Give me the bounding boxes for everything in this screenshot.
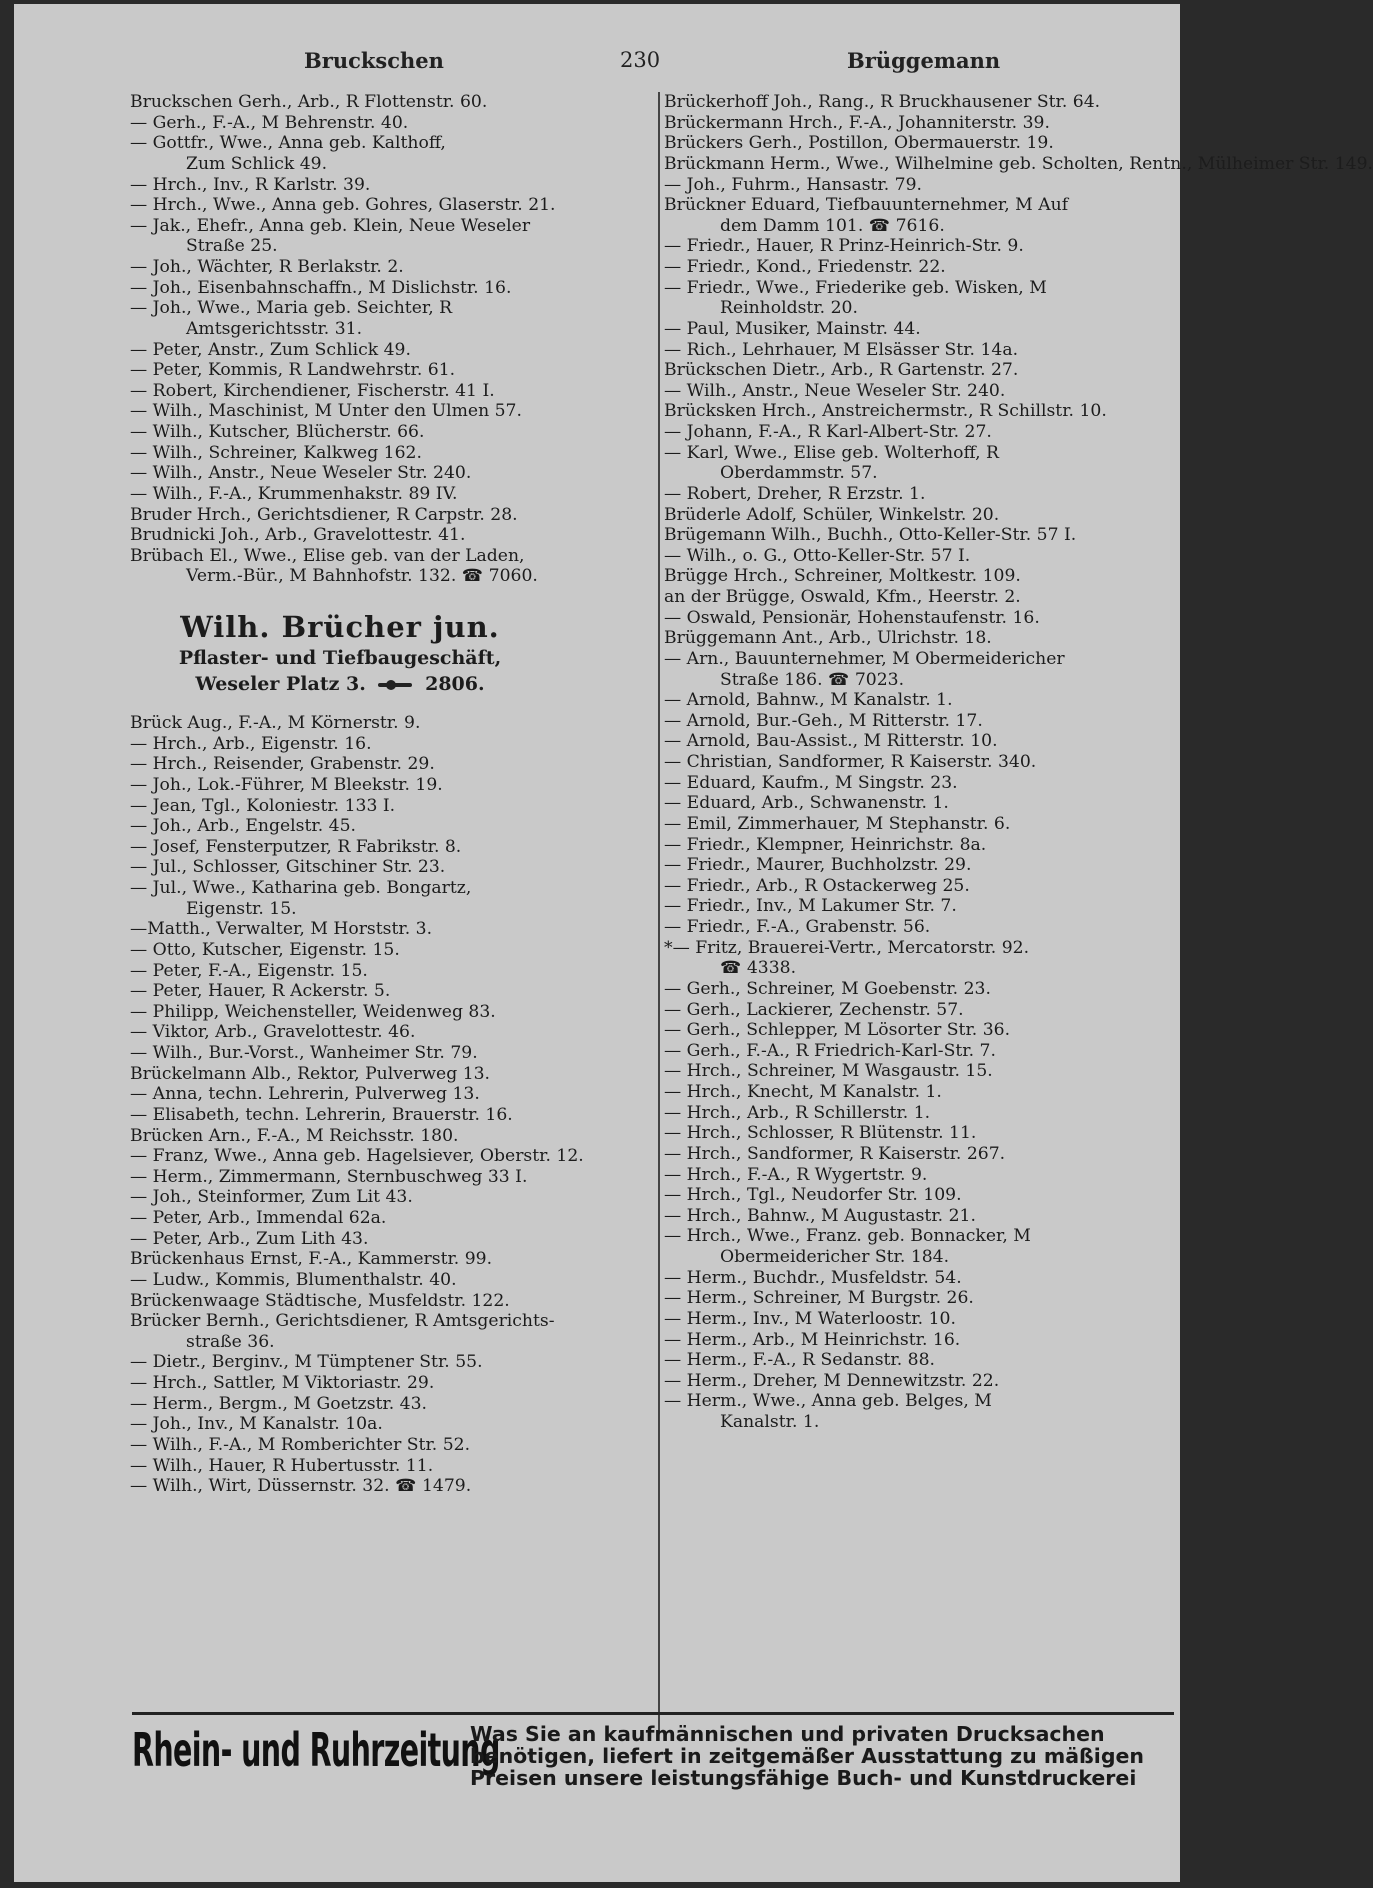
directory-entry	[664, 876, 1174, 897]
entry-line: Brücksken Hrch., Anstreichermstr., R Schillstr. 10.	[664, 401, 1107, 422]
entry-line: — Jul., Wwe., Katharina geb. Bongartz,	[130, 878, 472, 898]
entry-line: — Wilh., o. G., Otto-Keller-Str. 57 I.	[664, 545, 971, 566]
entry-line: — Hrch., Wwe., Anna geb. Gohres, Glaserstr. 21.	[130, 195, 556, 216]
directory-page	[14, 4, 1373, 1882]
directory-entry	[130, 195, 648, 216]
entry-line: — Friedr., Inv., M Lakumer Str. 7.	[664, 896, 957, 917]
directory-entry	[664, 731, 1174, 752]
directory-entry	[664, 938, 1174, 979]
left-column	[130, 92, 648, 1497]
directory-entry	[664, 401, 1174, 422]
entry-continuation: Zum Schlick 49.	[186, 153, 328, 174]
entry-line: — Wilh., Anstr., Neue Weseler Str. 240.	[130, 463, 472, 484]
entry-line: — Joh., Inv., M Kanalstr. 10a.	[130, 1414, 383, 1435]
entry-line: Brücken Arn., F.-A., M Reichsstr. 180.	[130, 1125, 459, 1146]
entry-line: — Johann, F.-A., R Karl-Albert-Str. 27.	[664, 422, 992, 442]
entry-line: — Josef, Fensterputzer, R Fabrikstr. 8.	[130, 836, 462, 857]
entry-continuation: Kanalstr. 1.	[720, 1412, 820, 1432]
directory-entry	[664, 1330, 1174, 1351]
page-header	[14, 48, 1180, 76]
directory-entry	[130, 113, 648, 134]
entry-line: — Jean, Tgl., Koloniestr. 133 I.	[130, 795, 396, 816]
ad-address-line	[90, 671, 590, 697]
entry-continuation: Eigenstr. 15.	[186, 898, 297, 919]
directory-entry	[664, 690, 1174, 711]
left-entries-a	[130, 92, 648, 587]
entry-line: — Rich., Lehrhauer, M Elsässer Str. 14a.	[664, 339, 1019, 360]
entry-line: — Friedr., F.-A., Grabenstr. 56.	[664, 917, 931, 937]
entry-line: — Hrch., Schreiner, M Wasgaustr. 15.	[664, 1061, 993, 1082]
directory-entry	[130, 1476, 648, 1497]
directory-entry	[664, 1391, 1174, 1432]
entry-line: — Gerh., Schreiner, M Goebenstr. 23.	[664, 978, 991, 999]
business-advertisement	[90, 609, 590, 697]
directory-entry	[664, 195, 1174, 236]
entry-line: — Joh., Lok.-Führer, M Bleekstr. 19.	[130, 774, 443, 795]
entry-line: — Hrch., Knecht, M Kanalstr. 1.	[664, 1082, 942, 1102]
entry-line: Brückmann Herm., Wwe., Wilhelmine geb. Scholten, Rentn., Mülheimer Str. 149.	[664, 153, 1373, 174]
entry-line: — Christian, Sandformer, R Kaiserstr. 340.	[664, 752, 1037, 772]
directory-entry	[664, 814, 1174, 835]
directory-entry	[664, 711, 1174, 732]
entry-line: — Dietr., Berginv., M Tümptener Str. 55.	[130, 1352, 483, 1373]
directory-entry	[130, 837, 648, 858]
directory-entry	[130, 734, 648, 755]
entry-line: — Eduard, Arb., Schwanenstr. 1.	[664, 793, 949, 814]
directory-entry	[664, 92, 1174, 113]
entry-line: — Herm., Wwe., Anna geb. Belges, M	[664, 1391, 992, 1412]
entry-line: — Anna, techn. Lehrerin, Pulverweg 13.	[130, 1084, 480, 1105]
directory-entry	[130, 278, 648, 299]
directory-entry	[664, 649, 1174, 690]
entry-line: — Gerh., F.-A., R Friedrich-Karl-Str. 7.	[664, 1040, 996, 1061]
ad-address: Weseler Platz 3.	[195, 673, 366, 695]
directory-entry	[130, 1105, 648, 1126]
directory-entry	[130, 713, 648, 734]
entry-continuation: straße 36.	[186, 1331, 275, 1352]
directory-entry	[664, 1350, 1174, 1371]
entry-line: — Arnold, Bahnw., M Kanalstr. 1.	[664, 690, 953, 711]
entry-line: Brückermann Hrch., F.-A., Johanniterstr. 39.	[664, 112, 1050, 133]
directory-entry	[664, 855, 1174, 876]
entry-line: — Peter, Hauer, R Ackerstr. 5.	[130, 981, 391, 1002]
entry-line: — Joh., Fuhrm., Hansastr. 79.	[664, 174, 923, 195]
entry-line: — Wilh., Maschinist, M Unter den Ulmen 57.	[130, 401, 522, 422]
entry-line: — Wilh., Anstr., Neue Weseler Str. 240.	[664, 380, 1006, 401]
entry-line: an der Brügge, Oswald, Kfm., Heerstr. 2.	[664, 587, 1021, 607]
entry-line: — Herm., F.-A., R Sedanstr. 88.	[664, 1350, 936, 1371]
directory-entry	[130, 546, 648, 587]
entry-line: — Joh., Arb., Engelstr. 45.	[130, 816, 356, 837]
directory-entry	[130, 381, 648, 402]
directory-entry	[130, 1456, 648, 1477]
entry-line: — Ludw., Kommis, Blumenthalstr. 40.	[130, 1269, 457, 1290]
directory-entry	[664, 1061, 1174, 1082]
directory-entry	[664, 566, 1174, 587]
directory-entry	[130, 1022, 648, 1043]
entry-continuation: Straße 25.	[186, 236, 278, 257]
directory-entry	[130, 401, 648, 422]
ad-subtitle: Pflaster- und Tiefbaugeschäft,	[178, 647, 502, 669]
directory-entry	[130, 940, 648, 961]
entry-line: Brückschen Dietr., Arb., R Gartenstr. 27.	[664, 360, 1019, 381]
header-right-keyword: Brüggemann	[847, 48, 1001, 73]
banner-title: Rhein- und Ruhrzeitung	[132, 1723, 500, 1777]
entry-line: — Friedr., Klempner, Heinrichstr. 8a.	[664, 834, 987, 855]
directory-entry	[664, 1082, 1174, 1103]
directory-entry	[130, 1208, 648, 1229]
directory-entry	[664, 236, 1174, 257]
directory-entry	[130, 1394, 648, 1415]
directory-entry	[664, 443, 1174, 484]
directory-entry	[664, 133, 1174, 154]
entry-line: — Gerh., Schlepper, M Lösorter Str. 36.	[664, 1020, 1011, 1041]
entry-line: — Robert, Dreher, R Erzstr. 1.	[664, 483, 926, 504]
directory-entry	[664, 484, 1174, 505]
entry-line: — Wilh., F.-A., Krummenhakstr. 89 IV.	[130, 483, 458, 504]
entry-line: — Joh., Wwe., Maria geb. Seichter, R	[130, 298, 453, 319]
directory-entry	[130, 133, 648, 174]
entry-line: —Matth., Verwalter, M Horststr. 3.	[130, 919, 433, 940]
banner-line-1: Was Sie an kaufmännischen und privaten Drucksachen	[470, 1722, 1105, 1746]
ad-phone: 2806.	[425, 673, 485, 695]
newspaper-advertisement-banner	[132, 1712, 1174, 1811]
directory-entry	[130, 1043, 648, 1064]
entry-line: — Karl, Wwe., Elise geb. Wolterhoff, R	[664, 442, 999, 463]
directory-entry	[664, 257, 1174, 278]
directory-entry	[664, 752, 1174, 773]
entry-line: — Friedr., Arb., R Ostackerweg 25.	[664, 875, 970, 896]
entry-line: — Herm., Inv., M Waterloostr. 10.	[664, 1308, 956, 1329]
directory-entry	[130, 505, 648, 526]
entry-line: — Jul., Schlosser, Gitschiner Str. 23.	[130, 857, 446, 878]
directory-entry	[130, 1126, 648, 1147]
entry-line: — Robert, Kirchendiener, Fischerstr. 41 I.	[130, 380, 495, 401]
entry-line: Brückers Gerh., Postillon, Obermauerstr. 19.	[664, 133, 1054, 154]
entry-line: — Philipp, Weichensteller, Weidenweg 83.	[130, 1001, 496, 1022]
directory-entry	[664, 1000, 1174, 1021]
entry-continuation: Reinholdstr. 20.	[720, 298, 858, 319]
directory-entry	[130, 1064, 648, 1085]
directory-entry	[664, 1226, 1174, 1267]
entry-line: — Hrch., Wwe., Franz. geb. Bonnacker, M	[664, 1226, 1031, 1247]
directory-entry	[130, 92, 648, 113]
directory-entry	[664, 1020, 1174, 1041]
entry-continuation: Oberdammstr. 57.	[720, 463, 878, 484]
header-left-keyword: Bruckschen	[304, 48, 444, 73]
directory-entry	[130, 981, 648, 1002]
directory-entry	[130, 1249, 648, 1270]
entry-line: — Hrch., Arb., Eigenstr. 16.	[130, 733, 372, 754]
entry-line: — Wilh., Kutscher, Blücherstr. 66.	[130, 422, 425, 442]
entry-line: — Hrch., Sattler, M Viktoriastr. 29.	[130, 1373, 435, 1393]
directory-entry	[130, 1352, 648, 1373]
directory-entry	[130, 775, 648, 796]
directory-entry	[664, 422, 1174, 443]
directory-entry	[664, 1165, 1174, 1186]
directory-entry	[664, 917, 1174, 938]
entry-line: — Franz, Wwe., Anna geb. Hagelsiever, Oberstr. 12.	[130, 1146, 584, 1167]
directory-entry	[664, 505, 1174, 526]
entry-line: — Peter, Arb., Immendal 62a.	[130, 1208, 387, 1228]
entry-continuation: Obermeidericher Str. 184.	[720, 1247, 950, 1267]
entry-continuation: ☎ 4338.	[720, 958, 797, 979]
directory-entry	[664, 360, 1174, 381]
entry-line: Brückenhaus Ernst, F.-A., Kammerstr. 99.	[130, 1249, 493, 1270]
entry-line: — Wilh., Wirt, Düssernstr. 32. ☎ 1479.	[130, 1476, 472, 1497]
entry-line: — Joh., Eisenbahnschaffn., M Dislichstr. 16.	[130, 277, 512, 298]
entry-line: — Hrch., Sandformer, R Kaiserstr. 267.	[664, 1143, 1006, 1164]
entry-line: Brudnicki Joh., Arb., Gravelottestr. 41.	[130, 525, 466, 546]
entry-line: — Oswald, Pensionär, Hohenstaufenstr. 16.	[664, 607, 1040, 628]
directory-entry	[130, 340, 648, 361]
entry-line: Brügemann Wilh., Buchh., Otto-Keller-Str. 57 I.	[664, 525, 1077, 546]
directory-entry	[130, 919, 648, 940]
entry-line: Brücker Bernh., Gerichtsdiener, R Amtsgerichts-	[130, 1311, 555, 1332]
directory-entry	[130, 1270, 648, 1291]
entry-line: — Herm., Zimmermann, Sternbuschweg 33 I.	[130, 1166, 528, 1187]
directory-entry	[664, 1371, 1174, 1392]
directory-entry	[664, 835, 1174, 856]
entry-line: — Herm., Dreher, M Dennewitzstr. 22.	[664, 1370, 1000, 1391]
directory-entry	[664, 340, 1174, 361]
directory-entry	[664, 381, 1174, 402]
entry-line: Brückerhoff Joh., Rang., R Bruckhausener Str. 64.	[664, 92, 1101, 112]
entry-line: — Wilh., Schreiner, Kalkweg 162.	[130, 442, 422, 463]
entry-line: Bruder Hrch., Gerichtsdiener, R Carpstr. 28.	[130, 504, 518, 525]
entry-continuation: dem Damm 101. ☎ 7616.	[720, 215, 945, 236]
entry-line: — Hrch., Arb., R Schillerstr. 1.	[664, 1102, 931, 1123]
directory-entry	[664, 546, 1174, 567]
directory-entry	[130, 1146, 648, 1167]
directory-entry	[664, 1103, 1174, 1124]
directory-entry	[130, 257, 648, 278]
directory-entry	[130, 1435, 648, 1456]
directory-entry	[130, 1229, 648, 1250]
entry-line: — Wilh., Hauer, R Hubertusstr. 11.	[130, 1455, 434, 1476]
entry-line: — Hrch., Inv., R Karlstr. 39.	[130, 174, 371, 195]
directory-entry	[130, 1167, 648, 1188]
directory-entry	[130, 796, 648, 817]
directory-entry	[130, 1373, 648, 1394]
directory-entry	[664, 278, 1174, 319]
entry-continuation: Amtsgerichtsstr. 31.	[186, 318, 363, 339]
directory-entry	[130, 857, 648, 878]
entry-continuation: Verm.-Bür., M Bahnhofstr. 132. ☎ 7060.	[186, 566, 538, 587]
entry-line: — Peter, Anstr., Zum Schlick 49.	[130, 339, 411, 360]
directory-entry	[664, 1288, 1174, 1309]
entry-line: Brügge Hrch., Schreiner, Moltkestr. 109.	[664, 566, 1021, 587]
directory-entry	[664, 1309, 1174, 1330]
entry-line: — Emil, Zimmerhauer, M Stephanstr. 6.	[664, 813, 1011, 834]
entry-line: Brüderle Adolf, Schüler, Winkelstr. 20.	[664, 504, 1000, 525]
entry-line: — Hrch., F.-A., R Wygertstr. 9.	[664, 1164, 928, 1185]
directory-entry	[130, 463, 648, 484]
directory-entry	[664, 1268, 1174, 1289]
directory-entry	[130, 298, 648, 339]
entry-line: — Herm., Bergm., M Goetzstr. 43.	[130, 1393, 428, 1414]
page-number: 230	[620, 48, 661, 72]
directory-entry	[664, 525, 1174, 546]
entry-line: — Hrch., Tgl., Neudorfer Str. 109.	[664, 1185, 962, 1206]
entry-line: — Herm., Schreiner, M Burgstr. 26.	[664, 1288, 974, 1309]
entry-line: Brückner Eduard, Tiefbauunternehmer, M Auf	[664, 195, 1069, 216]
entry-line: — Joh., Steinformer, Zum Lit 43.	[130, 1187, 413, 1208]
entry-line: — Otto, Kutscher, Eigenstr. 15.	[130, 939, 400, 960]
directory-entry	[664, 773, 1174, 794]
directory-entry	[130, 1084, 648, 1105]
directory-entry	[130, 878, 648, 919]
directory-entry	[664, 1041, 1174, 1062]
banner-text	[470, 1723, 1144, 1789]
entry-line: — Friedr., Wwe., Friederike geb. Wisken, M	[664, 277, 1047, 298]
ad-title: Wilh. Brücher jun.	[180, 610, 500, 644]
right-column	[664, 92, 1373, 1433]
entry-line: — Wilh., Bur.-Vorst., Wanheimer Str. 79.	[130, 1043, 478, 1063]
directory-entry	[130, 1291, 648, 1312]
entry-line: — Peter, Kommis, R Landwehrstr. 61.	[130, 360, 456, 381]
entry-line: — Paul, Musiker, Mainstr. 44.	[664, 318, 921, 339]
directory-entry	[664, 175, 1174, 196]
directory-entry	[664, 979, 1174, 1000]
entry-line: — Hrch., Bahnw., M Augustastr. 21.	[664, 1205, 976, 1226]
entry-line: — Hrch., Schlosser, R Blütenstr. 11.	[664, 1123, 977, 1144]
telephone-icon	[378, 681, 412, 689]
directory-entry	[664, 587, 1174, 608]
entry-line: — Elisabeth, techn. Lehrerin, Brauerstr. 16.	[130, 1104, 513, 1125]
entry-line: — Joh., Wächter, R Berlakstr. 2.	[130, 257, 404, 277]
directory-entry	[664, 153, 1373, 175]
directory-entry	[664, 1144, 1174, 1165]
banner-line-3: Preisen unsere leistungsfähige Buch- und Kunstdruckerei	[470, 1766, 1137, 1790]
entry-line: *— Fritz, Brauerei-Vertr., Mercatorstr. 92.	[664, 937, 1030, 958]
directory-entry	[664, 319, 1174, 340]
left-entries-b	[130, 713, 648, 1497]
entry-line: — Jak., Ehefr., Anna geb. Klein, Neue Weseler	[130, 215, 531, 236]
directory-entry	[130, 360, 648, 381]
directory-entry	[664, 793, 1174, 814]
directory-entry	[130, 484, 648, 505]
directory-entry	[664, 1206, 1174, 1227]
entry-line: — Arnold, Bau-Assist., M Ritterstr. 10.	[664, 731, 998, 752]
directory-entry	[130, 1414, 648, 1435]
directory-entry	[130, 216, 648, 257]
right-entries	[664, 92, 1373, 1433]
entry-line: — Hrch., Reisender, Grabenstr. 29.	[130, 754, 435, 775]
directory-entry	[664, 1185, 1174, 1206]
directory-entry	[664, 113, 1174, 134]
entry-line: Brückelmann Alb., Rektor, Pulverweg 13.	[130, 1063, 491, 1084]
entry-line: — Friedr., Kond., Friedenstr. 22.	[664, 257, 946, 277]
directory-entry	[130, 525, 648, 546]
directory-entry	[664, 608, 1174, 629]
directory-entry	[664, 628, 1174, 649]
directory-entry	[130, 1002, 648, 1023]
directory-entry	[664, 896, 1174, 917]
entry-line: Bruckschen Gerh., Arb., R Flottenstr. 60.	[130, 92, 488, 112]
entry-line: — Viktor, Arb., Gravelottestr. 46.	[130, 1022, 416, 1043]
entry-line: Brüggemann Ant., Arb., Ulrichstr. 18.	[664, 628, 992, 649]
directory-entry	[130, 1187, 648, 1208]
entry-line: — Peter, Arb., Zum Lith 43.	[130, 1228, 369, 1249]
entry-line: — Gerh., Lackierer, Zechenstr. 57.	[664, 999, 964, 1020]
entry-line: — Gottfr., Wwe., Anna geb. Kalthoff,	[130, 133, 446, 154]
banner-line-2: benötigen, liefert in zeitgemäßer Ausstattung zu mäßigen	[470, 1744, 1144, 1768]
directory-entry	[130, 443, 648, 464]
directory-entry	[130, 175, 648, 196]
entry-line: — Wilh., F.-A., M Romberichter Str. 52.	[130, 1434, 471, 1455]
entry-line: Brück Aug., F.-A., M Körnerstr. 9.	[130, 713, 421, 733]
entry-line: — Gerh., F.-A., M Behrenstr. 40.	[130, 112, 409, 133]
entry-line: — Arn., Bauunternehmer, M Obermeidericher	[664, 648, 1065, 669]
directory-entry	[130, 816, 648, 837]
entry-line: — Friedr., Maurer, Buchholzstr. 29.	[664, 855, 972, 876]
directory-entry	[664, 1123, 1174, 1144]
entry-line: Brübach El., Wwe., Elise geb. van der Laden,	[130, 545, 525, 566]
column-divider	[658, 92, 660, 1732]
entry-line: — Herm., Arb., M Heinrichstr. 16.	[664, 1329, 961, 1350]
entry-line: — Eduard, Kaufm., M Singstr. 23.	[664, 772, 958, 793]
directory-entry	[130, 961, 648, 982]
entry-line: — Herm., Buchdr., Musfeldstr. 54.	[664, 1267, 962, 1288]
entry-line: — Arnold, Bur.-Geh., M Ritterstr. 17.	[664, 710, 983, 731]
entry-line: — Friedr., Hauer, R Prinz-Heinrich-Str. 9.	[664, 236, 1024, 257]
directory-entry	[130, 422, 648, 443]
entry-line: — Peter, F.-A., Eigenstr. 15.	[130, 960, 368, 981]
entry-line: Brückenwaage Städtische, Musfeldstr. 122.	[130, 1290, 510, 1311]
entry-continuation: Straße 186. ☎ 7023.	[720, 669, 905, 690]
directory-entry	[130, 754, 648, 775]
directory-entry	[130, 1311, 648, 1352]
